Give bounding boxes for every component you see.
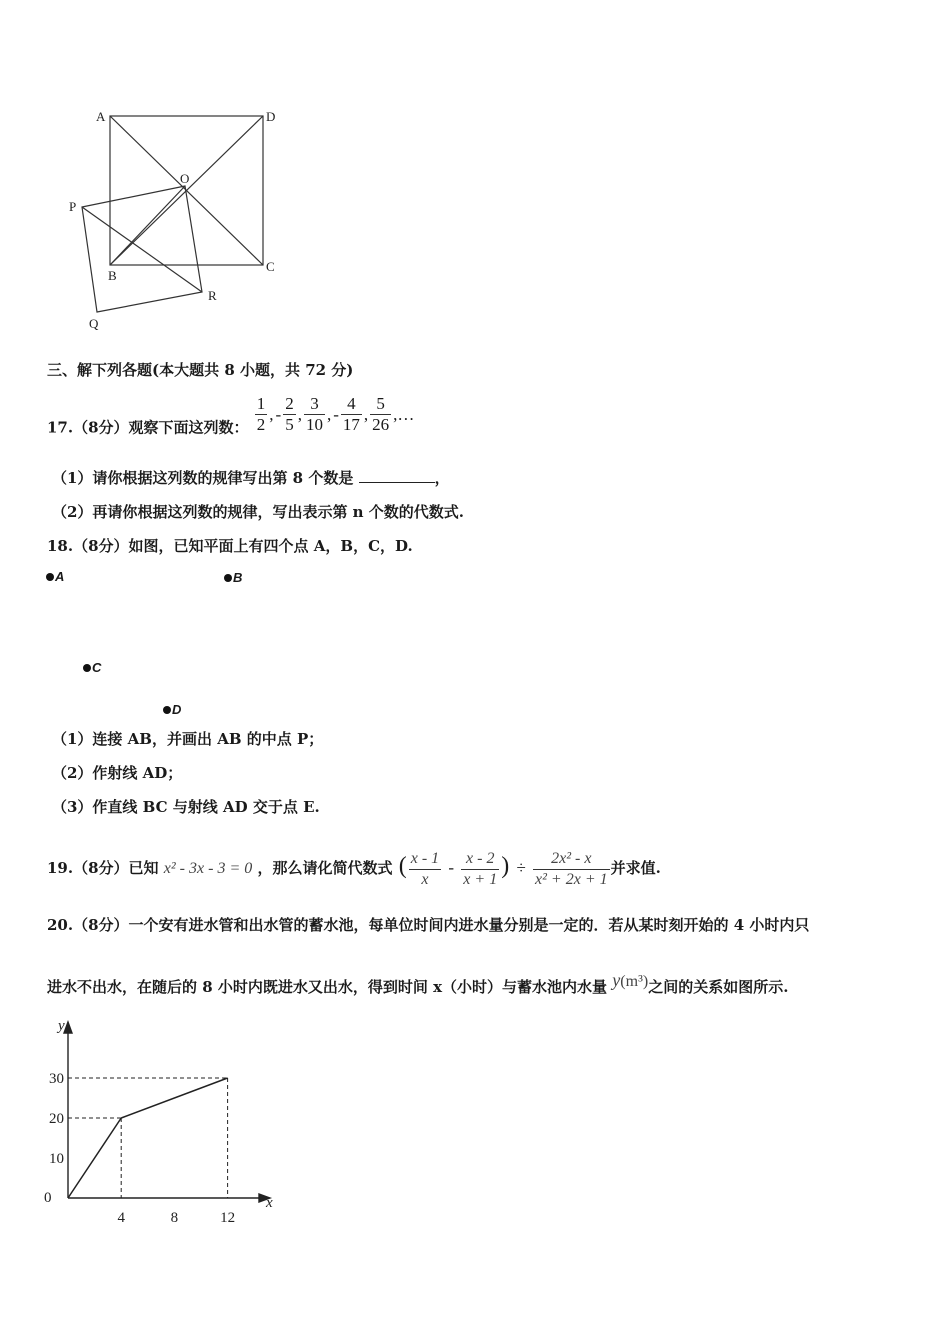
segment-pr (82, 207, 202, 292)
seq-term-3: $\frac{3}{10}$ (305, 394, 323, 434)
point-b: B (224, 567, 242, 586)
y-axis-label: y (58, 1018, 65, 1034)
label-p: P (69, 199, 77, 214)
q18-sub2: （2）作射线 AD； (52, 764, 183, 782)
label-c: C (266, 259, 275, 274)
origin-label: 0 (44, 1190, 52, 1206)
seq-ellipsis: ,… (393, 404, 415, 424)
label-o: O (180, 171, 190, 186)
point-c: C (83, 657, 101, 676)
seq-term-2: $\frac{2}{5}$ (285, 394, 294, 434)
q19-equation: x² - 3x - 3 = 0 (163, 860, 253, 877)
label-r: R (208, 288, 217, 303)
q17-sub1: （1）请你根据这列数的规律写出第 8 个数是 ， (52, 469, 450, 487)
q19-frac2: $\frac{x - 2}{x + 1}$ (463, 849, 498, 888)
x-axis-label: x (266, 1195, 273, 1211)
y-tick-label-10: 10 (49, 1151, 64, 1167)
q19-frac3: $\frac{\text{2x² - x}}{\text{x² + 2x + 1}}$ (535, 849, 608, 888)
q17-prefix: 17.（8分）观察下面这列数： (47, 418, 249, 437)
q19-stem: 19.（8分）已知 x² - 3x - 3 = 0 ，那么请化简代数式 ( $\frac{x - 1}{x}$ - $\frac{x - 2}{x + 1}$ ) ÷ $\frac{\text{2x² - x}}{\text{x² + 2x + 1}}$ 并求值. (47, 849, 661, 888)
q18-stem: 18.（8分）如图，已知平面上有四个点 A，B，C，D. (47, 537, 413, 555)
x-tick-label-8: 8 (170, 1210, 179, 1222)
point-d: D (163, 699, 181, 718)
q20-line1: 20.（8分）一个安有进水管和出水管的蓄水池，每单位时间内进水量分别是一定的．若从某时刻开始的 4 小时内只 (47, 916, 810, 934)
series-segment-2 (121, 1078, 227, 1118)
y-tick-label-20: 20 (49, 1111, 64, 1127)
answer-blank[interactable] (359, 468, 435, 483)
y-tick-label-30: 30 (49, 1071, 64, 1087)
q18-sub1: （1）连接 AB，并画出 AB 的中点 P； (52, 730, 324, 748)
label-a: A (96, 109, 106, 124)
unit-m3: (m³) (620, 973, 649, 990)
q18-sub3: （3）作直线 BC 与射线 AD 交于点 E. (52, 798, 320, 816)
series-segment-1 (68, 1118, 121, 1198)
var-y: y (612, 970, 621, 990)
y-axis-arrow (64, 1022, 72, 1033)
label-q: Q (89, 316, 99, 331)
water-volume-chart (30, 1012, 290, 1222)
q17-sub2: （2）再请你根据这列数的规律，写出表示第 n 个数的代数式. (52, 503, 465, 521)
label-b: B (108, 268, 117, 283)
q19-frac1: $\frac{x - 1}{x}$ (410, 849, 440, 888)
q17-stem (47, 394, 415, 449)
q17-sequence: $\frac{1}{2}$ , - $\frac{2}{5}$ , $\frac{3}{10}$ , - $\frac{4}{17}$ , $\frac{5}{26}$ ,… (256, 394, 415, 434)
seq-term-5: $\frac{5}{26}$ (372, 394, 390, 434)
point-a: A (46, 566, 64, 585)
section-heading: 三、解下列各题(本大题共 8 小题，共 72 分) (47, 361, 354, 379)
q20-line2: 进水不出水，在随后的 8 小时内既进水又出水，得到时间 x（小时）与蓄水池内水量 y(m³)之间的关系如图所示. (47, 970, 789, 996)
x-tick-label-12: 12 (220, 1210, 236, 1222)
x-tick-label-4: 4 (117, 1210, 125, 1222)
label-d: D (266, 109, 276, 124)
square-figure (60, 100, 300, 340)
seq-term-4: $\frac{4}{17}$ (342, 394, 360, 434)
seq-term-1: $\frac{1}{2}$ (256, 394, 266, 434)
